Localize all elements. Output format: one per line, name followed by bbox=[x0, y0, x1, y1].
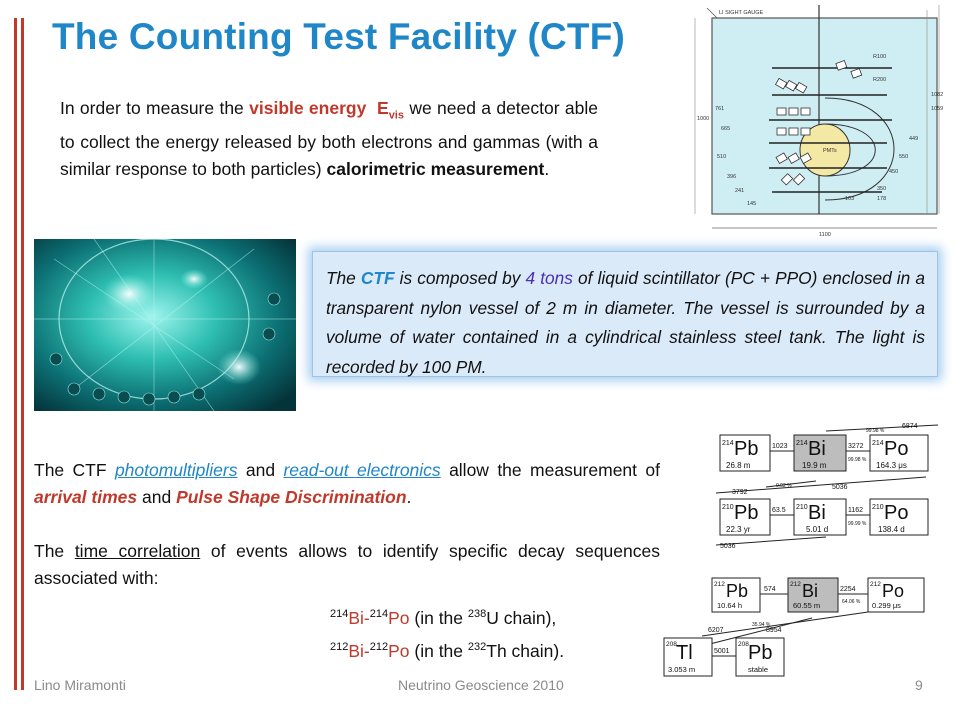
svg-text:1023: 1023 bbox=[772, 443, 788, 450]
svg-text:99.99 %: 99.99 % bbox=[848, 521, 867, 527]
intro-text-1: In order to measure the bbox=[60, 98, 250, 118]
ctf-term: CTF bbox=[360, 268, 395, 288]
svg-text:stable: stable bbox=[748, 665, 769, 674]
svg-text:Pb: Pb bbox=[734, 438, 759, 460]
svg-text:210: 210 bbox=[796, 504, 808, 511]
svg-text:214: 214 bbox=[872, 440, 884, 447]
measurement-text bbox=[34, 457, 660, 592]
footer-author: Lino Miramonti bbox=[34, 677, 126, 693]
svg-text:35.94 %: 35.94 % bbox=[752, 622, 771, 628]
svg-text:22.3 yr: 22.3 yr bbox=[726, 525, 751, 534]
svg-text:3792: 3792 bbox=[732, 489, 748, 496]
psd-term: Pulse Shape Discrimination bbox=[176, 487, 407, 507]
svg-text:Pb: Pb bbox=[748, 642, 773, 664]
decay-chart-212 bbox=[662, 574, 934, 682]
svg-text:Po: Po bbox=[884, 502, 909, 524]
svg-text:214: 214 bbox=[796, 440, 808, 447]
svg-text:5036: 5036 bbox=[832, 484, 848, 491]
svg-text:208: 208 bbox=[666, 641, 677, 648]
svg-text:99.98 %: 99.98 % bbox=[866, 428, 885, 434]
svg-text:Po: Po bbox=[882, 581, 905, 601]
svg-text:241: 241 bbox=[735, 188, 745, 194]
svg-text:212: 212 bbox=[790, 581, 801, 588]
svg-text:1162: 1162 bbox=[848, 507, 864, 514]
svg-text:449: 449 bbox=[909, 136, 919, 142]
svg-text:761: 761 bbox=[715, 106, 725, 112]
svg-text:450: 450 bbox=[889, 169, 899, 175]
left-accent-bar bbox=[14, 18, 17, 690]
tons-term: 4 tons bbox=[525, 268, 573, 288]
svg-text:10.64 h: 10.64 h bbox=[717, 601, 743, 610]
svg-text:210: 210 bbox=[722, 504, 734, 511]
page-number: 9 bbox=[915, 677, 923, 693]
calorimetric-term: calorimetric measurement bbox=[326, 158, 545, 179]
svg-text:214: 214 bbox=[722, 440, 734, 447]
decay-chain-list bbox=[330, 600, 564, 666]
svg-text:145: 145 bbox=[747, 201, 757, 207]
svg-text:Bi: Bi bbox=[802, 581, 819, 601]
svg-text:212: 212 bbox=[714, 581, 725, 588]
electronics-paragraph: The CTF photomultipliers and read-out electronics allow the measurement of arrival times and Pulse Shape Discrimination. bbox=[34, 460, 660, 507]
svg-text:550: 550 bbox=[899, 154, 909, 160]
intro-paragraph bbox=[60, 95, 598, 182]
ctf-detector-photo bbox=[34, 239, 296, 411]
svg-text:0.02 %: 0.02 % bbox=[776, 483, 792, 489]
svg-text:PMTs: PMTs bbox=[823, 148, 837, 154]
svg-text:665: 665 bbox=[721, 126, 731, 132]
svg-text:5001: 5001 bbox=[714, 648, 730, 655]
svg-text:212: 212 bbox=[870, 581, 881, 588]
chain-bi214-po214: $^{214}$Bi-$^{214}$Po (in the $^{238}$U chain), bbox=[330, 607, 557, 628]
svg-text:350: 350 bbox=[877, 186, 887, 192]
svg-text:5.01 d: 5.01 d bbox=[806, 525, 829, 534]
svg-text:574: 574 bbox=[764, 586, 776, 593]
svg-text:164.3 μs: 164.3 μs bbox=[876, 461, 907, 470]
svg-text:99.98 %: 99.98 % bbox=[848, 457, 867, 463]
svg-text:1000: 1000 bbox=[697, 116, 710, 122]
svg-text:R200: R200 bbox=[873, 77, 887, 83]
left-accent-bar-inner bbox=[21, 18, 24, 690]
svg-text:19.9 m: 19.9 m bbox=[802, 461, 827, 470]
svg-text:210: 210 bbox=[872, 504, 884, 511]
svg-text:178: 178 bbox=[877, 196, 887, 202]
svg-text:R100: R100 bbox=[873, 54, 887, 60]
ctf-schematic-drawing bbox=[677, 0, 945, 240]
svg-text:63.5: 63.5 bbox=[772, 507, 786, 514]
svg-text:1059: 1059 bbox=[931, 106, 944, 112]
decay-chart-214-210 bbox=[706, 421, 938, 549]
svg-text:8954: 8954 bbox=[766, 627, 782, 634]
svg-text:510: 510 bbox=[717, 154, 727, 160]
arrival-times-term: arrival times bbox=[34, 487, 138, 507]
svg-text:Pb: Pb bbox=[734, 502, 759, 524]
time-correlation-term: time correlation bbox=[74, 541, 201, 561]
svg-text:Pb: Pb bbox=[726, 581, 749, 601]
svg-text:5036: 5036 bbox=[720, 543, 736, 549]
svg-text:Po: Po bbox=[884, 438, 909, 460]
svg-text:60.55 m: 60.55 m bbox=[793, 601, 821, 610]
footer-event: Neutrino Geoscience 2010 bbox=[398, 677, 564, 693]
intro-text-2: we need a detector able to collect the energy released by both electrons and gammas (with a similar response to both particles) bbox=[60, 98, 598, 179]
svg-text:3.053 m: 3.053 m bbox=[668, 665, 696, 674]
svg-text:396: 396 bbox=[727, 174, 737, 180]
svg-text:LI SIGHT GAUGE: LI SIGHT GAUGE bbox=[719, 10, 764, 16]
svg-text:1100: 1100 bbox=[819, 232, 831, 238]
svg-text:6874: 6874 bbox=[902, 423, 918, 430]
svg-text:64.06 %: 64.06 % bbox=[842, 599, 861, 605]
svg-text:6207: 6207 bbox=[708, 627, 724, 634]
svg-text:138.4 d: 138.4 d bbox=[878, 525, 905, 534]
readout-electronics-link[interactable]: read-out electronics bbox=[283, 460, 441, 480]
svg-text:2254: 2254 bbox=[840, 586, 856, 593]
time-correlation-paragraph: The time correlation of events allows to identify specific decay sequences associated with: bbox=[34, 541, 660, 588]
svg-text:0.299 μs: 0.299 μs bbox=[872, 601, 901, 610]
photomultipliers-link[interactable]: photomultipliers bbox=[114, 460, 238, 480]
svg-text:Bi: Bi bbox=[808, 502, 826, 524]
evis-symbol: $E_{vis}$ bbox=[377, 98, 404, 122]
chain-bi212-po212: $^{212}$Bi-$^{212}$Po (in the $^{232}$Th chain). bbox=[330, 640, 565, 661]
svg-text:208: 208 bbox=[738, 641, 749, 648]
svg-text:103: 103 bbox=[845, 196, 855, 202]
visible-energy-term: visible energy bbox=[249, 98, 367, 118]
svg-text:3272: 3272 bbox=[848, 443, 864, 450]
svg-text:26.8 m: 26.8 m bbox=[726, 461, 751, 470]
intro-text-3: . bbox=[544, 158, 550, 179]
slide-title: The Counting Test Facility (CTF) bbox=[52, 16, 626, 57]
ctf-description-box: The CTF is composed by 4 tons of liquid scintillator (PC + PPO) enclosed in a transparent nylon vessel of 2 m in diameter. The vessel is surrounded by a volume of water contained in a cylindrical stainless steel tank. The light is recorded by 100 PM. bbox=[312, 251, 938, 377]
svg-text:1082: 1082 bbox=[931, 92, 944, 98]
svg-text:Tl: Tl bbox=[676, 642, 693, 664]
svg-text:Bi: Bi bbox=[808, 438, 826, 460]
